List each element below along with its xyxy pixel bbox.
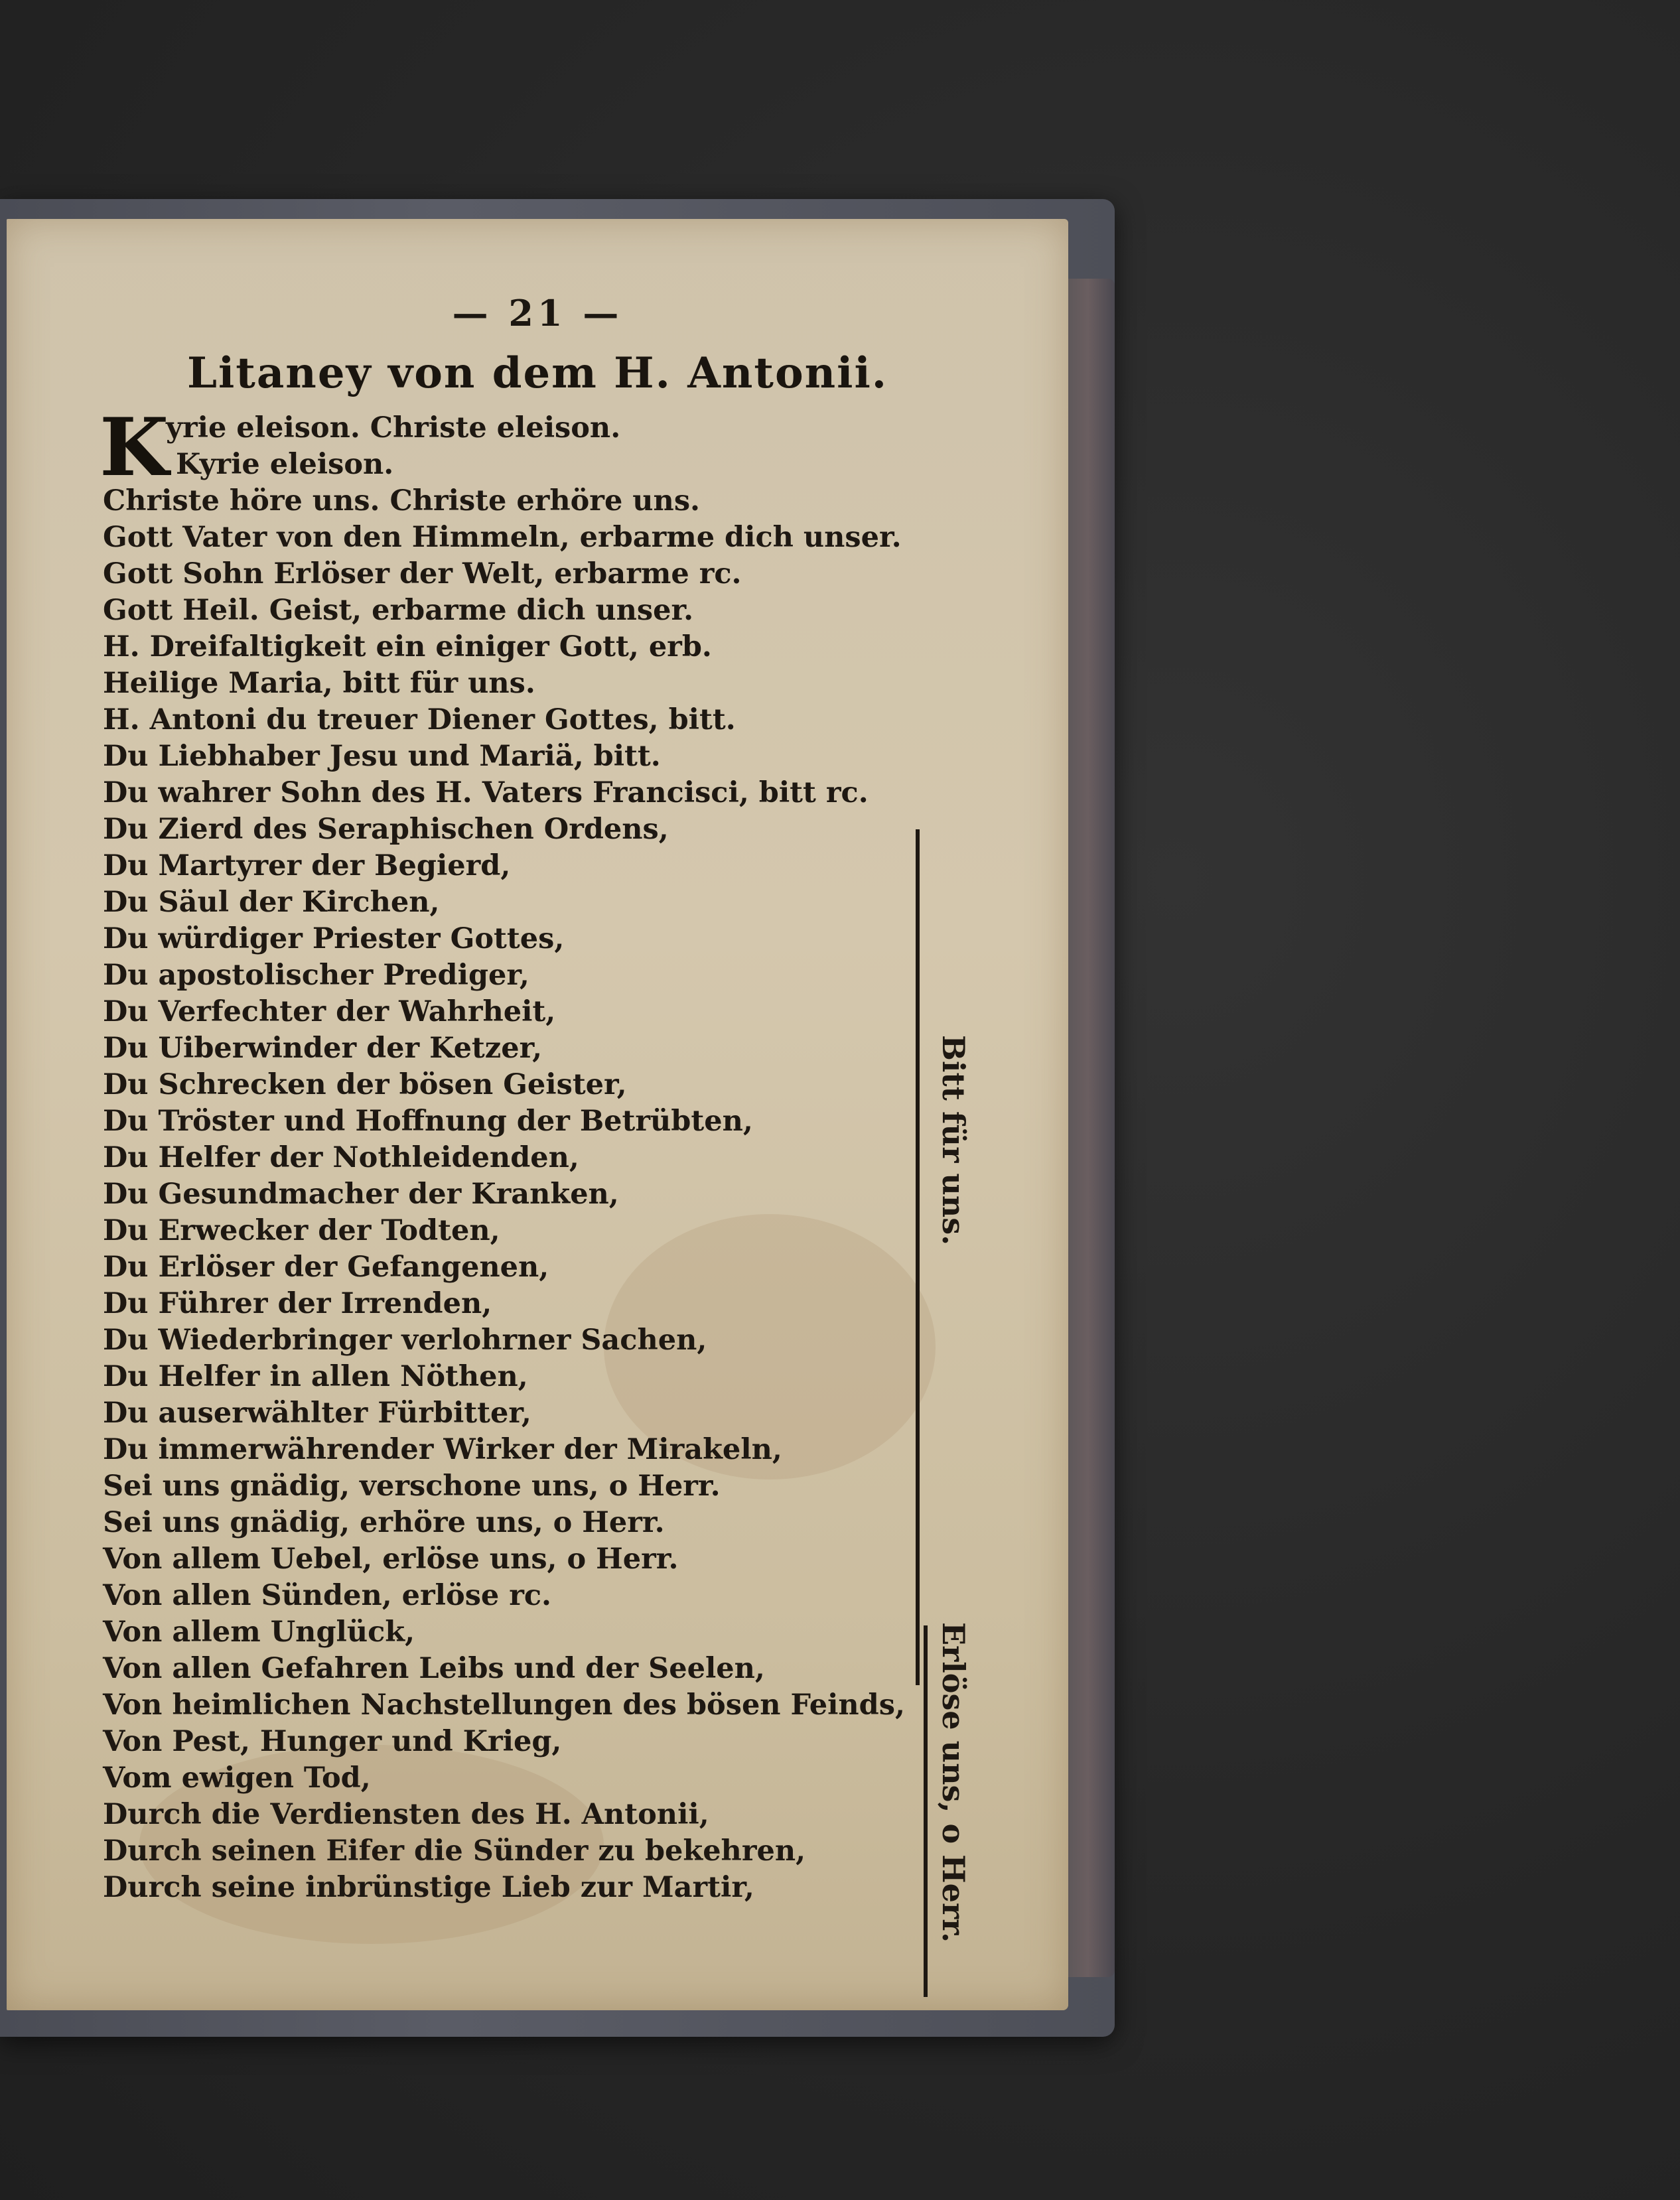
- litany-line: H. Antoni du treuer Diener Gottes, bitt.: [103, 703, 736, 736]
- litany-text: [103, 410, 965, 1906]
- litany-line: Du auserwählter Fürbitter,: [103, 1397, 531, 1430]
- litany-line: Du Liebhaber Jesu und Mariä, bitt.: [103, 740, 661, 773]
- drop-cap-letter: K: [100, 401, 169, 494]
- litany-line: Du würdiger Priester Gottes,: [103, 922, 565, 955]
- litany-line: Gott Heil. Geist, erbarme dich unser.: [103, 594, 694, 627]
- litany-line: Von Pest, Hunger und Krieg,: [103, 1725, 562, 1758]
- litany-line: Durch seinen Eifer die Sünder zu bekehren,: [103, 1834, 806, 1868]
- litany-line: Durch die Verdiensten des H. Antonii,: [103, 1798, 709, 1831]
- litany-line: Du Schrecken der bösen Geister,: [103, 1068, 627, 1101]
- litany-line: Gott Sohn Erlöser der Welt, erbarme rc.: [103, 557, 742, 590]
- litany-line: Vom ewigen Tod,: [103, 1761, 371, 1795]
- litany-line: Du Tröster und Hoffnung der Betrübten,: [103, 1105, 753, 1138]
- response-bracket-line: [916, 829, 920, 1685]
- litany-line: Von allen Sünden, erlöse rc.: [103, 1579, 552, 1612]
- litany-line: Gott Vater von den Himmeln, erbarme dich unser.: [103, 521, 902, 554]
- litany-line: yrie eleison. Christe eleison.: [166, 411, 621, 445]
- litany-line: Du Führer der Irrenden,: [103, 1287, 492, 1320]
- book-spine-edge: [1062, 279, 1115, 1977]
- litany-line: Von allem Unglück,: [103, 1616, 415, 1649]
- litany-line: Du Verfechter der Wahrheit,: [103, 995, 556, 1028]
- litany-line: Du Helfer der Nothleidenden,: [103, 1141, 579, 1174]
- litany-line: Du Säul der Kirchen,: [103, 886, 440, 919]
- litany-line: H. Dreifaltigkeit ein einiger Gott, erb.: [103, 630, 712, 663]
- litany-line: Kyrie eleison.: [176, 448, 394, 481]
- litany-line: Von allen Gefahren Leibs und der Seelen,: [103, 1652, 765, 1685]
- litany-line: Du Wiederbringer verlohrner Sachen,: [103, 1324, 707, 1357]
- side-response-erloese: Erlöse uns, o Herr.: [936, 1622, 971, 1943]
- litany-line: Sei uns gnädig, erhöre uns, o Herr.: [103, 1506, 665, 1539]
- litany-line: Du Martyrer der Begierd,: [103, 849, 511, 882]
- response-bracket-line: [924, 1625, 928, 1997]
- litany-line: Du Erwecker der Todten,: [103, 1214, 500, 1247]
- litany-line: Du immerwährender Wirker der Mirakeln,: [103, 1433, 782, 1466]
- litany-line: Sei uns gnädig, verschone uns, o Herr.: [103, 1470, 721, 1503]
- litany-line: Du Gesundmacher der Kranken,: [103, 1178, 619, 1211]
- side-response-bitt: Bitt für uns.: [936, 1035, 971, 1246]
- litany-line: Von heimlichen Nachstellungen des bösen Feinds,: [103, 1688, 905, 1722]
- litany-line: Heilige Maria, bitt für uns.: [103, 667, 535, 700]
- page-title: Litaney von dem H. Antonii.: [186, 348, 888, 398]
- litany-line: Du Uiberwinder der Ketzer,: [103, 1032, 543, 1065]
- litany-line: Du Helfer in allen Nöthen,: [103, 1360, 528, 1393]
- litany-line: Durch seine inbrünstige Lieb zur Martir,: [103, 1871, 754, 1904]
- litany-line: Du apostolischer Prediger,: [103, 959, 529, 992]
- litany-line: Christe höre uns. Christe erhöre uns.: [103, 484, 700, 517]
- page-number: — 21 —: [452, 292, 623, 334]
- litany-line: Von allem Uebel, erlöse uns, o Herr.: [103, 1543, 679, 1576]
- litany-line: Du Zierd des Seraphischen Ordens,: [103, 813, 669, 846]
- litany-line: Du Erlöser der Gefangenen,: [103, 1251, 549, 1284]
- litany-line: Du wahrer Sohn des H. Vaters Francisci, bitt rc.: [103, 776, 869, 809]
- book-page: [7, 219, 1068, 2010]
